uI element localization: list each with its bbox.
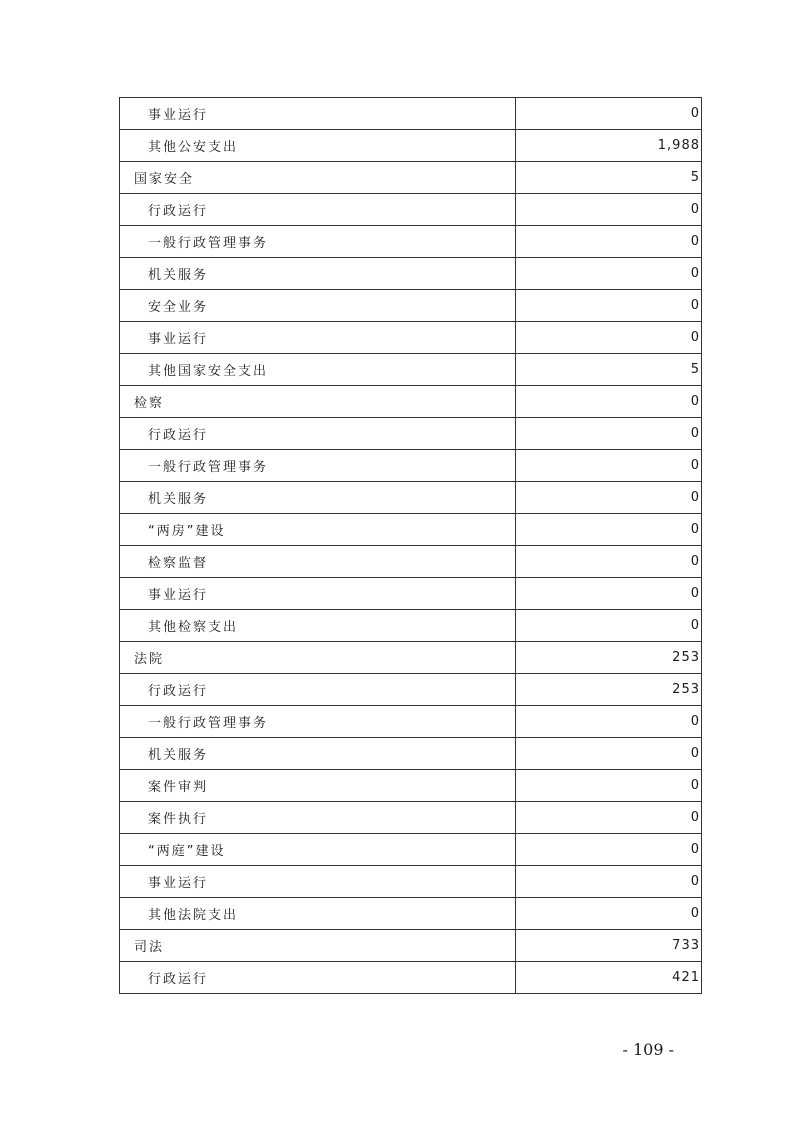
item-name: 行政运行 (120, 418, 516, 450)
table-body (120, 98, 702, 994)
item-amount: 0 (516, 866, 702, 898)
budget-table (119, 97, 702, 994)
subitem-row (120, 194, 702, 226)
item-name: 案件执行 (120, 802, 516, 834)
item-amount: 0 (516, 898, 702, 930)
subitem-row (120, 418, 702, 450)
subitem-row (120, 770, 702, 802)
item-amount: 0 (516, 194, 702, 226)
item-amount: 253 (516, 642, 702, 674)
item-name: 其他国家安全支出 (120, 354, 516, 386)
item-name: 其他检察支出 (120, 610, 516, 642)
item-amount: 0 (516, 226, 702, 258)
item-amount: 5 (516, 162, 702, 194)
category-row (120, 642, 702, 674)
subitem-row (120, 674, 702, 706)
item-amount: 0 (516, 386, 702, 418)
subitem-row (120, 802, 702, 834)
item-amount: 0 (516, 290, 702, 322)
category-row (120, 386, 702, 418)
item-amount: 0 (516, 610, 702, 642)
item-amount: 0 (516, 834, 702, 866)
item-name: 事业运行 (120, 578, 516, 610)
subitem-row (120, 546, 702, 578)
item-name: 行政运行 (120, 674, 516, 706)
category-row (120, 930, 702, 962)
item-amount: 421 (516, 962, 702, 994)
subitem-row (120, 866, 702, 898)
item-name: 检察 (120, 386, 516, 418)
item-name: 法院 (120, 642, 516, 674)
item-amount: 0 (516, 98, 702, 130)
item-name: 检察监督 (120, 546, 516, 578)
item-name: 行政运行 (120, 962, 516, 994)
item-amount: 5 (516, 354, 702, 386)
item-amount: 0 (516, 258, 702, 290)
item-name: 事业运行 (120, 866, 516, 898)
item-amount: 0 (516, 738, 702, 770)
item-amount: 0 (516, 770, 702, 802)
item-amount: 0 (516, 706, 702, 738)
subitem-row (120, 834, 702, 866)
item-amount: 0 (516, 578, 702, 610)
item-name: 国家安全 (120, 162, 516, 194)
subitem-row (120, 962, 702, 994)
item-name: 机关服务 (120, 258, 516, 290)
item-name: 其他法院支出 (120, 898, 516, 930)
subitem-row (120, 610, 702, 642)
item-name: 机关服务 (120, 738, 516, 770)
subitem-row (120, 514, 702, 546)
subitem-row (120, 482, 702, 514)
item-name: 司法 (120, 930, 516, 962)
item-name: 其他公安支出 (120, 130, 516, 162)
subitem-row (120, 98, 702, 130)
item-amount: 253 (516, 674, 702, 706)
category-row (120, 162, 702, 194)
item-name: 一般行政管理事务 (120, 450, 516, 482)
subitem-row (120, 258, 702, 290)
item-name: 事业运行 (120, 322, 516, 354)
item-name: 事业运行 (120, 98, 516, 130)
subitem-row (120, 322, 702, 354)
subitem-row (120, 130, 702, 162)
item-amount: 1,988 (516, 130, 702, 162)
subitem-row (120, 290, 702, 322)
item-amount: 0 (516, 514, 702, 546)
page-number: - 109 - (622, 1040, 674, 1059)
subitem-row (120, 578, 702, 610)
item-name: 一般行政管理事务 (120, 706, 516, 738)
item-name: 一般行政管理事务 (120, 226, 516, 258)
item-name: 案件审判 (120, 770, 516, 802)
item-name: 机关服务 (120, 482, 516, 514)
subitem-row (120, 738, 702, 770)
item-amount: 733 (516, 930, 702, 962)
item-amount: 0 (516, 450, 702, 482)
item-name: “两房”建设 (120, 514, 516, 546)
subitem-row (120, 226, 702, 258)
subitem-row (120, 354, 702, 386)
item-name: 行政运行 (120, 194, 516, 226)
subitem-row (120, 450, 702, 482)
item-amount: 0 (516, 322, 702, 354)
item-amount: 0 (516, 418, 702, 450)
item-name: 安全业务 (120, 290, 516, 322)
item-name: “两庭”建设 (120, 834, 516, 866)
item-amount: 0 (516, 482, 702, 514)
subitem-row (120, 898, 702, 930)
item-amount: 0 (516, 546, 702, 578)
subitem-row (120, 706, 702, 738)
item-amount: 0 (516, 802, 702, 834)
